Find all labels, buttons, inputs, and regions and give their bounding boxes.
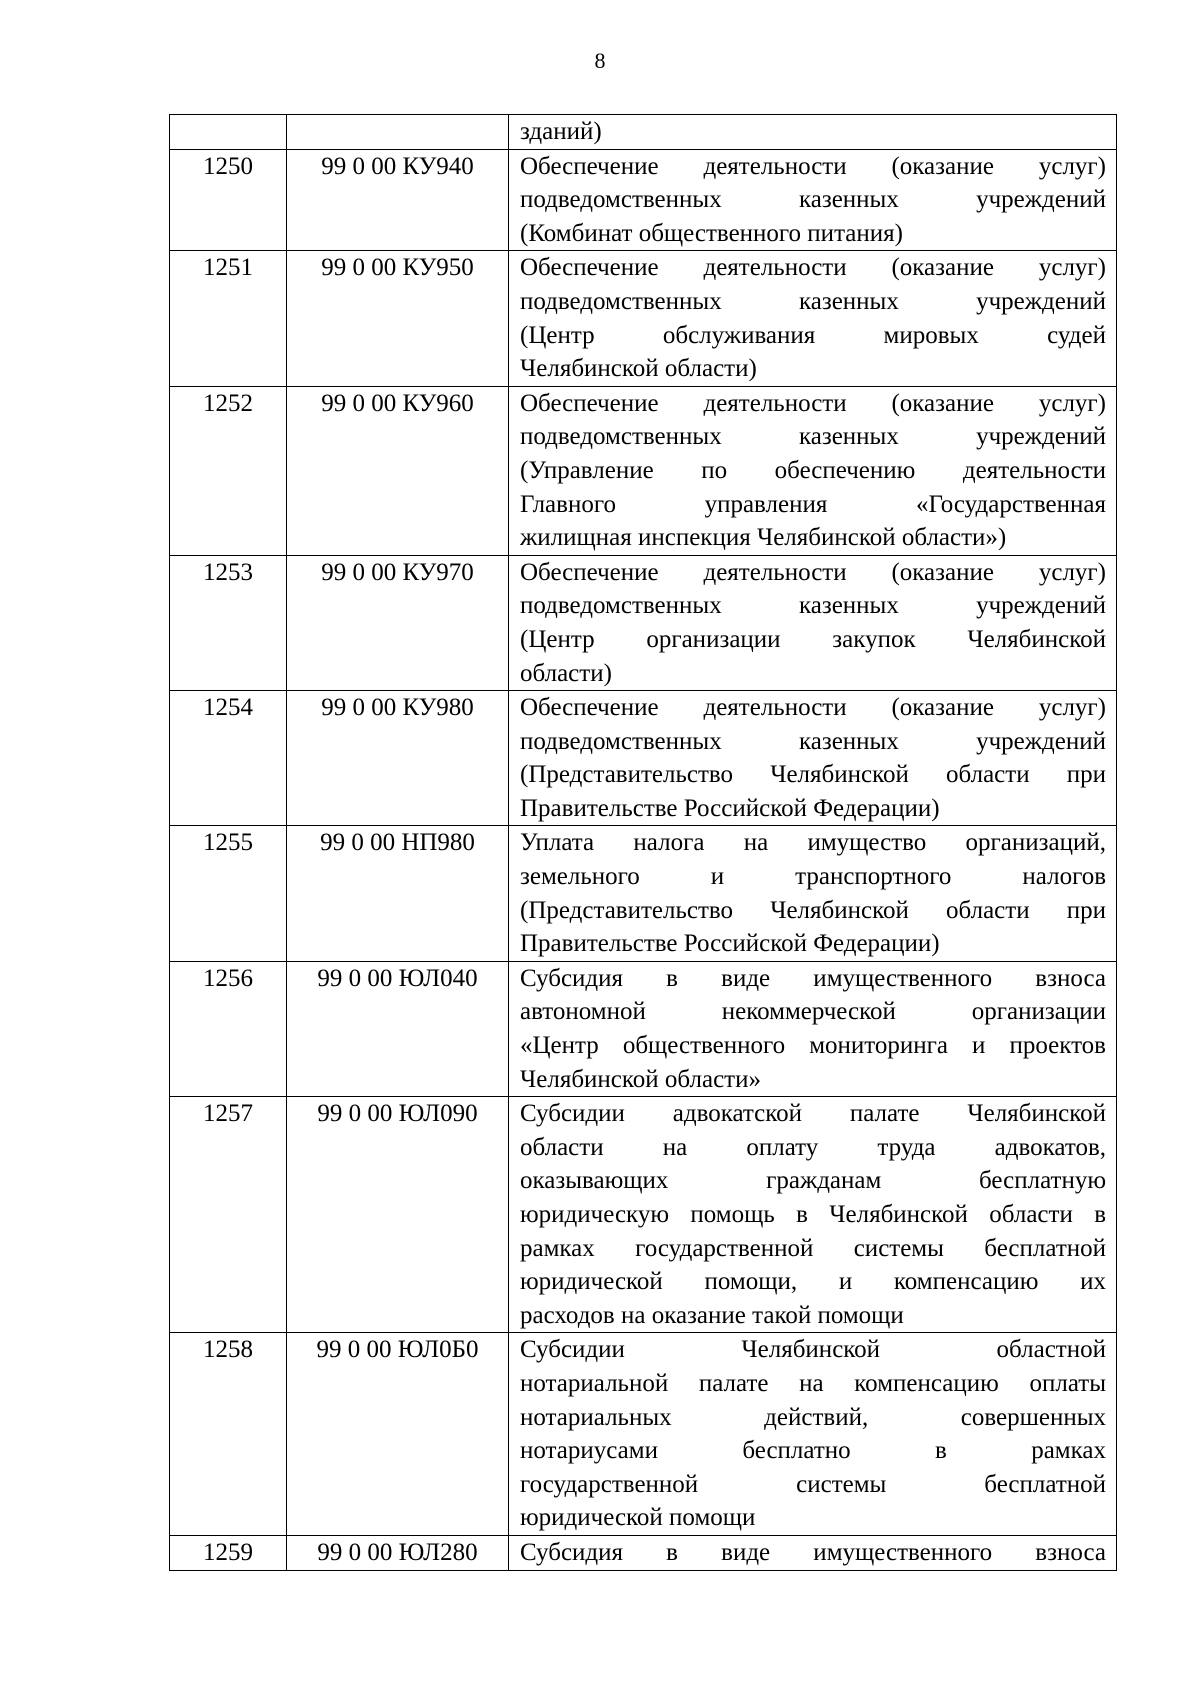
budget-code-cell: 99 0 00 КУ960 — [287, 386, 509, 555]
description-cell — [509, 1097, 1117, 1333]
description-line: (Представительство Челябинской области при — [520, 896, 1106, 924]
description-line: (Комбинат общественного питания) — [520, 219, 903, 247]
description-line: Обеспечение деятельности (оказание услуг) — [520, 694, 1106, 722]
table-row — [170, 251, 1117, 386]
table-row — [170, 961, 1117, 1096]
budget-code-cell: 99 0 00 КУ940 — [287, 149, 509, 251]
budget-code-cell: 99 0 00 КУ970 — [287, 555, 509, 690]
table-row — [170, 826, 1117, 961]
description-line: автономной некоммерческой организации — [520, 998, 1106, 1026]
description-line: зданий) — [520, 118, 602, 145]
description-line: рамках государственной системы бесплатной — [520, 1234, 1106, 1262]
description-line: нотариальных действий, совершенных — [520, 1403, 1106, 1431]
description-line: подведомственных казенных учреждений — [520, 423, 1106, 451]
description-line: Субсидия в виде имущественного взноса — [520, 1538, 1106, 1566]
description-line: расходов на оказание такой помощи — [520, 1301, 904, 1329]
description-line: Обеспечение деятельности (оказание услуг) — [520, 389, 1106, 417]
row-number-cell: 1254 — [170, 691, 287, 826]
description-line: подведомственных казенных учреждений — [520, 287, 1106, 315]
row-number-cell: 1259 — [170, 1535, 287, 1570]
description-line: области) — [520, 659, 612, 687]
description-line: (Центр организации закупок Челябинской — [520, 625, 1106, 653]
description-line: юридической помощи, и компенсацию их — [520, 1268, 1106, 1296]
table-row — [170, 1535, 1117, 1570]
page-number: 8 — [594, 48, 606, 73]
row-number-cell: 1253 — [170, 555, 287, 690]
description-line: Челябинской области» — [520, 1065, 761, 1093]
description-line: Обеспечение деятельности (оказание услуг) — [520, 558, 1106, 586]
description-line: юридическую помощь в Челябинской области в — [520, 1201, 1106, 1228]
description-line: Уплата налога на имущество организаций, — [520, 829, 1106, 857]
description-cell — [509, 691, 1117, 826]
description-line: Главного управления «Государственная — [520, 490, 1106, 518]
budget-code-cell — [287, 115, 509, 150]
description-line: Правительстве Российской Федерации) — [520, 794, 940, 822]
description-cell — [509, 149, 1117, 251]
row-number-cell: 1255 — [170, 826, 287, 961]
table-row — [170, 1097, 1117, 1333]
description-line: нотариусами бесплатно в рамках — [520, 1437, 1106, 1465]
row-number-cell: 1257 — [170, 1097, 287, 1333]
description-line: подведомственных казенных учреждений — [520, 727, 1106, 755]
table-row — [170, 386, 1117, 555]
description-line: Субсидии Челябинской областной — [520, 1336, 1106, 1364]
description-line: (Представительство Челябинской области при — [520, 761, 1106, 789]
description-line: Челябинской области) — [520, 355, 757, 383]
table-body — [170, 115, 1117, 1571]
row-number-cell: 1256 — [170, 961, 287, 1096]
description-line: Обеспечение деятельности (оказание услуг) — [520, 254, 1106, 282]
description-line: нотариальной палате на компенсацию оплаты — [520, 1369, 1106, 1397]
description-cell — [509, 961, 1117, 1096]
description-line: (Центр обслуживания мировых судей — [520, 321, 1106, 349]
budget-code-cell: 99 0 00 ЮЛ0Б0 — [287, 1333, 509, 1536]
description-line: Субсидия в виде имущественного взноса — [520, 964, 1106, 992]
description-cell — [509, 826, 1117, 961]
description-line: земельного и транспортного налогов — [520, 863, 1106, 891]
row-number-cell — [170, 115, 287, 150]
description-cell — [509, 251, 1117, 386]
budget-code-cell: 99 0 00 КУ980 — [287, 691, 509, 826]
budget-codes-table — [169, 114, 1117, 1571]
description-line: Обеспечение деятельности (оказание услуг) — [520, 152, 1106, 180]
table-row — [170, 149, 1117, 251]
description-line: Субсидии адвокатской палате Челябинской — [520, 1100, 1106, 1128]
description-line: «Центр общественного мониторинга и проектов — [520, 1032, 1106, 1060]
row-number-cell: 1250 — [170, 149, 287, 251]
description-line: подведомственных казенных учреждений — [520, 186, 1106, 214]
description-line: Правительстве Российской Федерации) — [520, 930, 940, 958]
description-line: (Управление по обеспечению деятельности — [520, 456, 1106, 484]
table-row — [170, 555, 1117, 690]
table-row-carryover — [170, 115, 1117, 150]
description-line: жилищная инспекция Челябинской области») — [520, 524, 1007, 552]
table-row — [170, 691, 1117, 826]
description-cell — [509, 1333, 1117, 1536]
row-number-cell: 1252 — [170, 386, 287, 555]
description-line: области на оплату труда адвокатов, — [520, 1133, 1106, 1161]
description-cell — [509, 555, 1117, 690]
budget-code-cell: 99 0 00 ЮЛ040 — [287, 961, 509, 1096]
description-line: подведомственных казенных учреждений — [520, 592, 1106, 620]
table-row — [170, 1333, 1117, 1536]
budget-code-cell: 99 0 00 ЮЛ280 — [287, 1535, 509, 1570]
budget-code-cell: 99 0 00 ЮЛ090 — [287, 1097, 509, 1333]
budget-code-cell: 99 0 00 НП980 — [287, 826, 509, 961]
row-number-cell: 1251 — [170, 251, 287, 386]
description-cell — [509, 1535, 1117, 1570]
description-line: оказывающих гражданам бесплатную — [520, 1167, 1106, 1195]
row-number-cell: 1258 — [170, 1333, 287, 1536]
budget-code-cell: 99 0 00 КУ950 — [287, 251, 509, 386]
description-cell — [509, 386, 1117, 555]
description-line: юридической помощи — [520, 1504, 756, 1532]
description-cell — [509, 115, 1117, 150]
description-line: государственной системы бесплатной — [520, 1470, 1106, 1498]
